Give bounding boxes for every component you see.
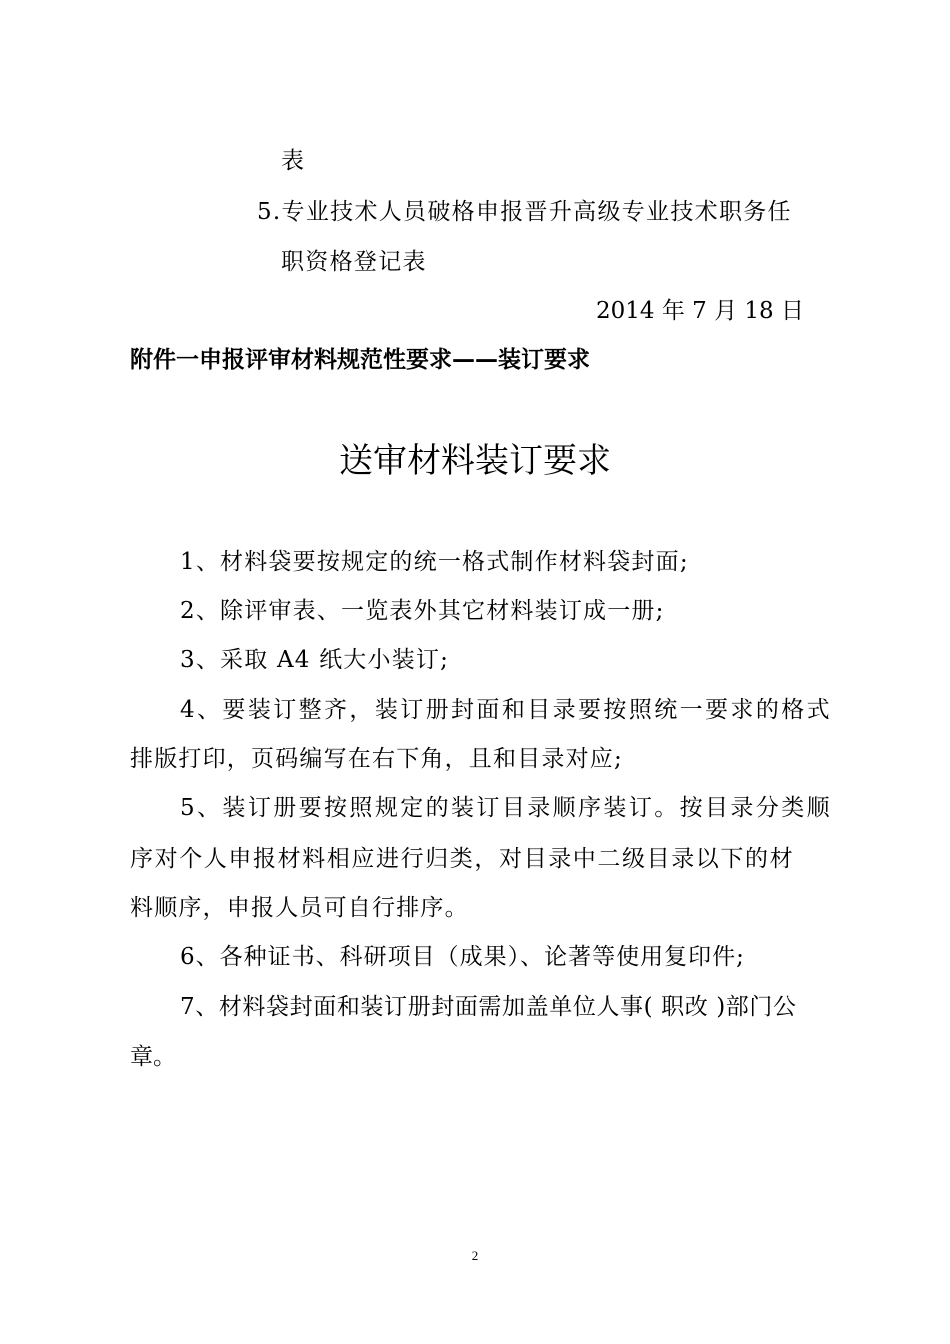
requirement-4-line2: 排版打印，页码编写在右下角，且和目录对应; bbox=[130, 746, 623, 772]
page-number: 2 bbox=[471, 1248, 479, 1263]
requirement-5-line3: 料顺序，申报人员可自行排序。 bbox=[130, 895, 469, 921]
document-date: 2014 年 7 月 18 日 bbox=[596, 298, 804, 324]
requirement-5-line1: 5、装订册要按照规定的装订目录顺序装订。按目录分类顺 bbox=[180, 795, 833, 821]
document-title: 送审材料装订要求 bbox=[339, 441, 611, 481]
list-item-5-line2: 职资格登记表 bbox=[281, 249, 427, 275]
requirement-7-line1: 7、材料袋封面和装订册封面需加盖单位人事( 职改 )部门公 bbox=[180, 994, 797, 1020]
list-item-4-tail: 表 bbox=[281, 148, 304, 174]
requirement-1: 1、材料袋要按规定的统一格式制作材料袋封面; bbox=[180, 549, 689, 575]
requirement-2: 2、除评审表、一览表外其它材料装订成一册; bbox=[180, 598, 665, 624]
requirement-3: 3、采取 A4 纸大小装订; bbox=[180, 647, 450, 673]
requirement-5-line2: 序对个人申报材料相应进行归类，对目录中二级目录以下的材 bbox=[130, 846, 795, 872]
requirement-4-line1: 4、要装订整齐，装订册封面和目录要按照统一要求的格式 bbox=[180, 697, 833, 723]
requirement-7-line2: 章。 bbox=[130, 1044, 176, 1070]
list-item-5-line1: 5.专业技术人员破格申报晋升高级专业技术职务任 bbox=[257, 199, 792, 225]
requirement-6: 6、各种证书、科研项目（成果）、论著等使用复印件; bbox=[180, 944, 745, 970]
attachment-heading: 附件一申报评审材料规范性要求——装订要求 bbox=[130, 347, 590, 373]
